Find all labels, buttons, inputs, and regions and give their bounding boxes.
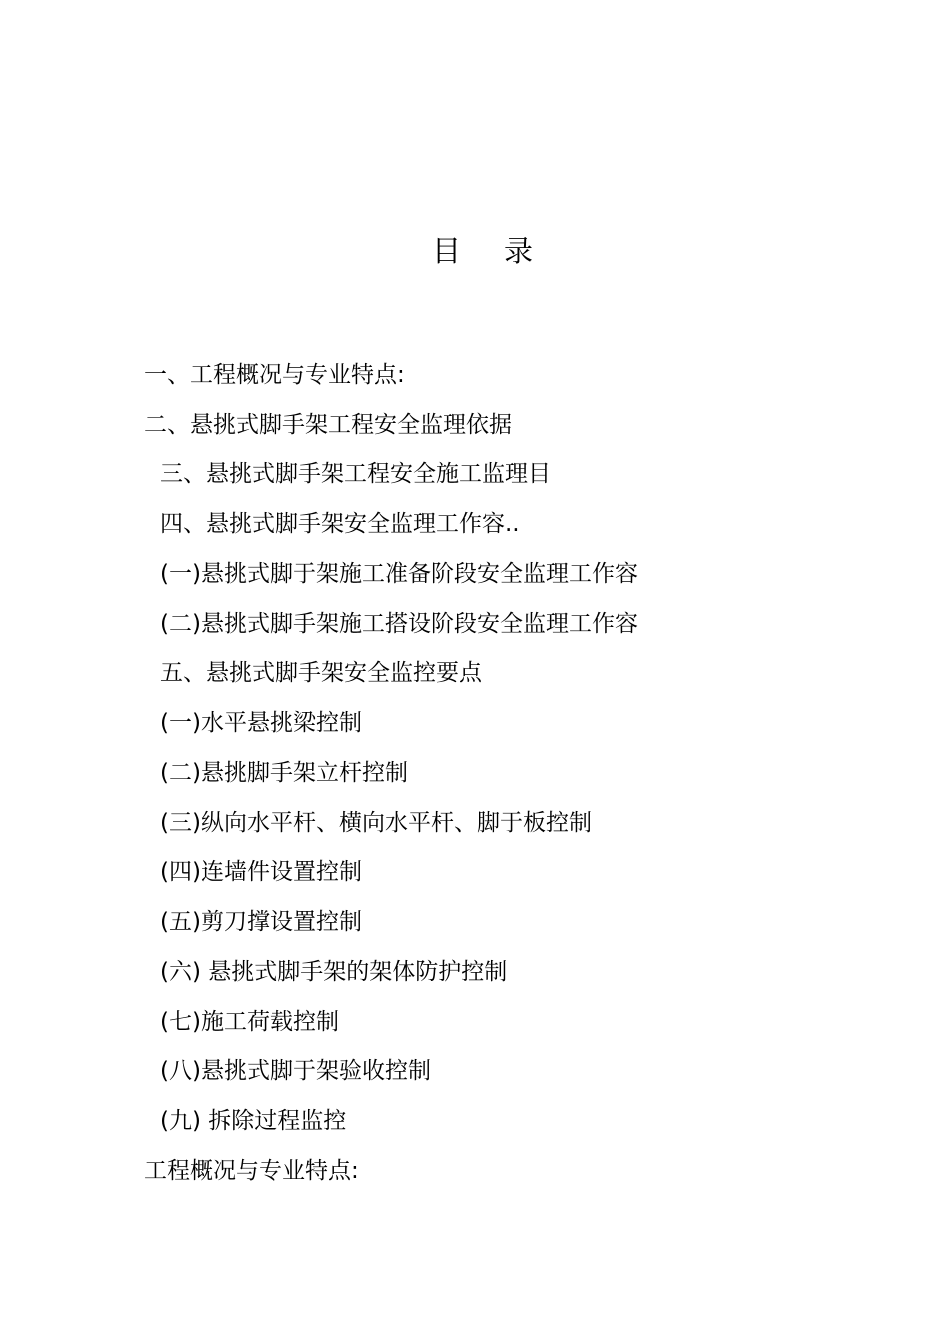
toc-item: 五、悬挑式脚手架安全监控要点 (160, 660, 482, 686)
toc-item: (七)施工荷载控制 (160, 1009, 339, 1035)
toc-item: (一)水平悬挑梁控制 (160, 710, 362, 736)
toc-item: (三)纵向水平杆、横向水平杆、脚于板控制 (160, 810, 592, 836)
toc-item: 四、悬挑式脚手架安全监理工作容.. (160, 511, 520, 537)
section-heading: 工程概况与专业特点: (144, 1158, 359, 1184)
toc-title-char-2: 录 (504, 234, 534, 268)
toc-item: (五)剪刀撑设置控制 (160, 909, 362, 935)
toc-item: (一)悬挑式脚于架施工准备阶段安全监理工作容 (160, 561, 638, 587)
toc-item: (二)悬挑脚手架立杆控制 (160, 760, 408, 786)
toc-item: 一、工程概况与专业特点: (144, 362, 405, 388)
toc-item: (四)连墙件设置控制 (160, 859, 362, 885)
toc-item: (二)悬挑式脚手架施工搭设阶段安全监理工作容 (160, 611, 638, 637)
toc-item: 三、悬挑式脚手架工程安全施工监理目 (160, 461, 551, 487)
toc-title (432, 229, 533, 273)
toc-item: (六) 悬挑式脚手架的架体防护控制 (160, 959, 508, 985)
toc-item: (九) 拆除过程监控 (160, 1108, 347, 1134)
toc-item: (八)悬挑式脚于架验收控制 (160, 1058, 431, 1084)
toc-item: 二、悬挑式脚手架工程安全监理依据 (144, 412, 512, 438)
toc-title-char-1: 目 (432, 234, 462, 268)
